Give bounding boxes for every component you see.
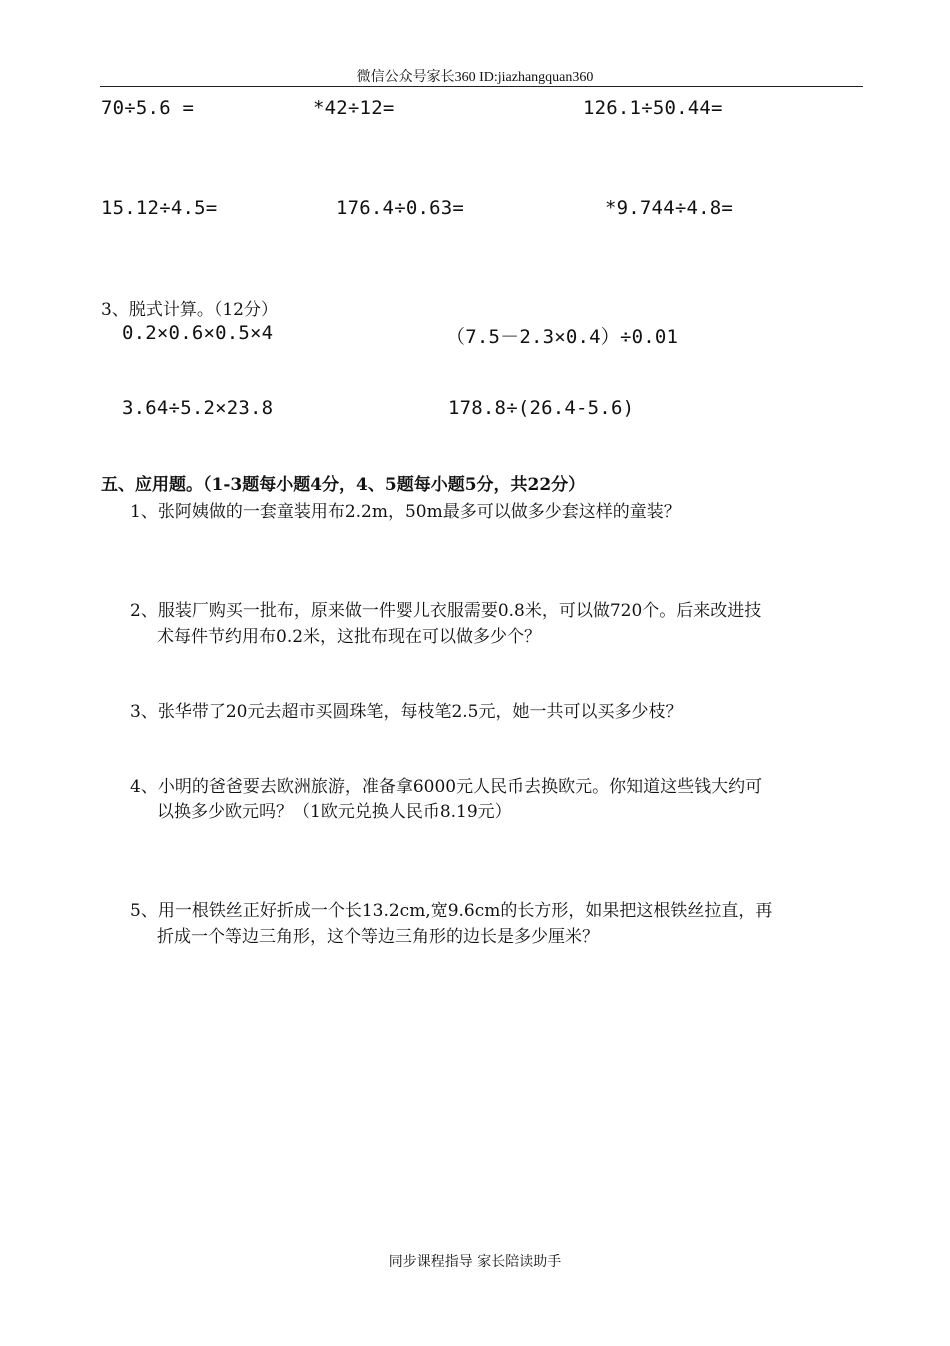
word-problem-5: 5、用一根铁丝正好折成一个长13.2cm,宽9.6cm的长方形，如果把这根铁丝拉直，再 <box>130 901 773 921</box>
word-problem-3: 3、张华带了20元去超市买圆珠笔，每枝笔2.5元，她一共可以买多少枝？ <box>130 702 683 722</box>
word-problem-2-cont: 术每件节约用布0.2米，这批布现在可以做多少个？ <box>157 627 542 647</box>
header-rule <box>100 86 863 87</box>
word-problem-4-cont: 以换多少欧元吗？（1欧元兑换人民币8.19元） <box>157 802 512 822</box>
calc-problem: （7.5－2.3×0.4）÷0.01 <box>446 326 679 348</box>
division-problem: 15.12÷4.5= <box>101 197 218 219</box>
section-3-title: 3、脱式计算。（12分） <box>101 300 278 320</box>
division-problem: 70÷5.6 = <box>101 97 195 119</box>
calc-problem: 178.8÷(26.4-5.6) <box>448 397 635 419</box>
page-footer: 同步课程指导 家长陪读助手 <box>388 1254 562 1270</box>
calc-problem: 3.64÷5.2×23.8 <box>122 397 274 419</box>
calc-problem: 0.2×0.6×0.5×4 <box>122 322 274 344</box>
section-5-title: 五、应用题。（1-3题每小题4分，4、5题每小题5分，共22分） <box>101 475 586 495</box>
word-problem-2: 2、服装厂购买一批布，原来做一件婴儿衣服需要0.8米，可以做720个。后来改进技 <box>130 601 762 621</box>
division-problem: 126.1÷50.44= <box>583 97 723 119</box>
division-problem: *42÷12= <box>313 97 395 119</box>
word-problem-1: 1、张阿姨做的一套童装用布2.2m，50m最多可以做多少套这样的童装？ <box>130 502 681 522</box>
word-problem-5-cont: 折成一个等边三角形，这个等边三角形的边长是多少厘米？ <box>157 927 599 947</box>
page-header: 微信公众号家长360 ID:jiazhangquan360 <box>356 70 594 85</box>
division-problem: 176.4÷0.63= <box>336 197 465 219</box>
division-problem: *9.744÷4.8= <box>605 197 734 219</box>
word-problem-4: 4、小明的爸爸要去欧洲旅游，准备拿6000元人民币去换欧元。你知道这些钱大约可 <box>130 777 763 797</box>
